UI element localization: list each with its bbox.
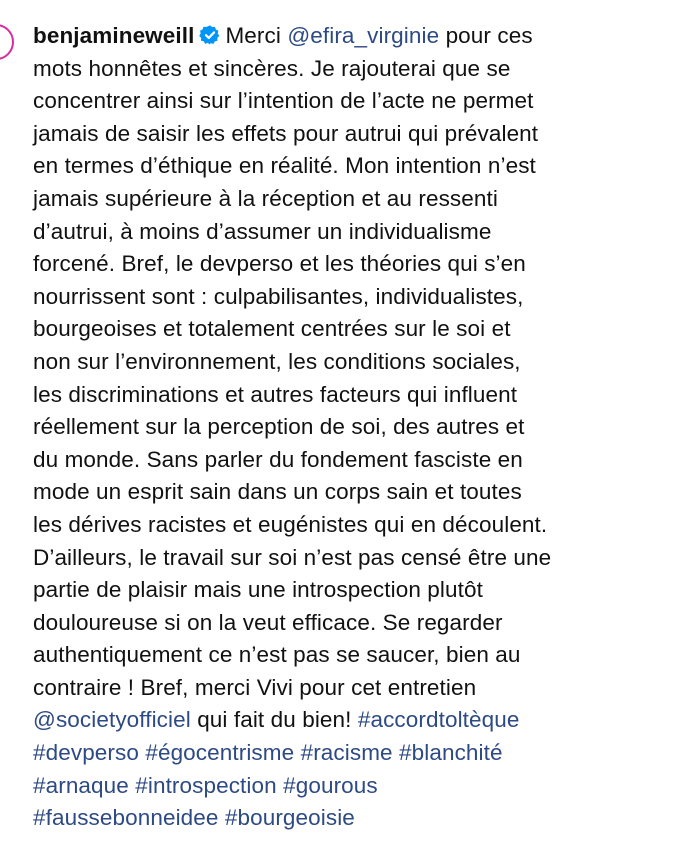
caption-text: Merci <box>225 23 288 48</box>
caption-line <box>33 802 658 835</box>
caption-line: mots honnêtes et sincères. Je rajouterai que se <box>33 55 511 81</box>
verified-badge-icon <box>199 24 221 46</box>
hashtag-link[interactable]: #gourous <box>283 772 378 798</box>
mention-efira-virginie[interactable]: @efira_virginie <box>287 23 440 48</box>
caption-text: pour ces <box>439 23 533 48</box>
caption-line <box>33 737 658 770</box>
caption-line: jamais de saisir les effets pour autrui qui prévalent <box>33 120 539 146</box>
hashtag-link[interactable]: #blanchité <box>399 740 503 766</box>
caption-line: en termes d’éthique en réalité. Mon intention n’est <box>33 153 536 179</box>
caption-text: qui fait du bien! <box>190 707 358 733</box>
hashtag-link[interactable]: #accordtoltèque <box>357 707 520 733</box>
caption-line: non sur l’environnement, les conditions sociales, <box>33 348 521 374</box>
caption-line: les discriminations et autres facteurs qui influent <box>33 381 518 407</box>
caption-line: réellement sur la perception de soi, des autres et <box>33 414 525 440</box>
caption-line: mode un esprit sain dans un corps sain et toutes <box>33 479 522 505</box>
hashtag-link[interactable]: #introspection <box>135 772 277 798</box>
caption-line <box>33 770 658 803</box>
caption-line: nourrissent sont : culpabilisantes, individualistes, <box>33 283 524 309</box>
caption-line <box>33 704 658 737</box>
mention-societyofficiel[interactable]: @societyofficiel <box>33 707 191 733</box>
caption-line: contraire ! Bref, merci Vivi pour cet entretien <box>33 674 477 700</box>
hashtag-link[interactable]: #devperso <box>33 740 139 766</box>
caption-line: du monde. Sans parler du fondement fasciste en <box>33 446 523 472</box>
caption-line <box>33 20 658 53</box>
hashtag-link[interactable]: #racisme <box>300 740 393 766</box>
caption-line: forcené. Bref, le devperso et les théories qui s’en <box>33 251 526 277</box>
hashtag-link[interactable]: #égocentrisme <box>145 740 295 766</box>
hashtag-link[interactable]: #faussebonneidee <box>33 805 219 831</box>
hashtag-link[interactable]: #bourgeoisie <box>224 805 355 831</box>
caption-line: authentiquement ce n’est pas se saucer, bien au <box>33 642 521 668</box>
caption-line: bourgeoises et totalement centrées sur le soi et <box>33 316 511 342</box>
username-link[interactable]: benjamineweill <box>33 23 195 48</box>
caption-line: les dérives racistes et eugénistes qui en découlent. <box>33 511 548 537</box>
caption-line: D’ailleurs, le travail sur soi n’est pas censé être une <box>33 544 552 570</box>
avatar[interactable] <box>0 24 14 60</box>
caption-line: d’autrui, à moins d’assumer un individualisme <box>33 218 492 244</box>
hashtag-link[interactable]: #arnaque <box>33 772 129 798</box>
caption-line: concentrer ainsi sur l’intention de l’acte ne permet <box>33 88 534 114</box>
caption-line: douloureuse si on la veut efficace. Se regarder <box>33 609 503 635</box>
comment-caption <box>33 20 658 835</box>
caption-line: partie de plaisir mais une introspection plutôt <box>33 577 483 603</box>
caption-line: jamais supérieure à la réception et au ressenti <box>33 185 498 211</box>
